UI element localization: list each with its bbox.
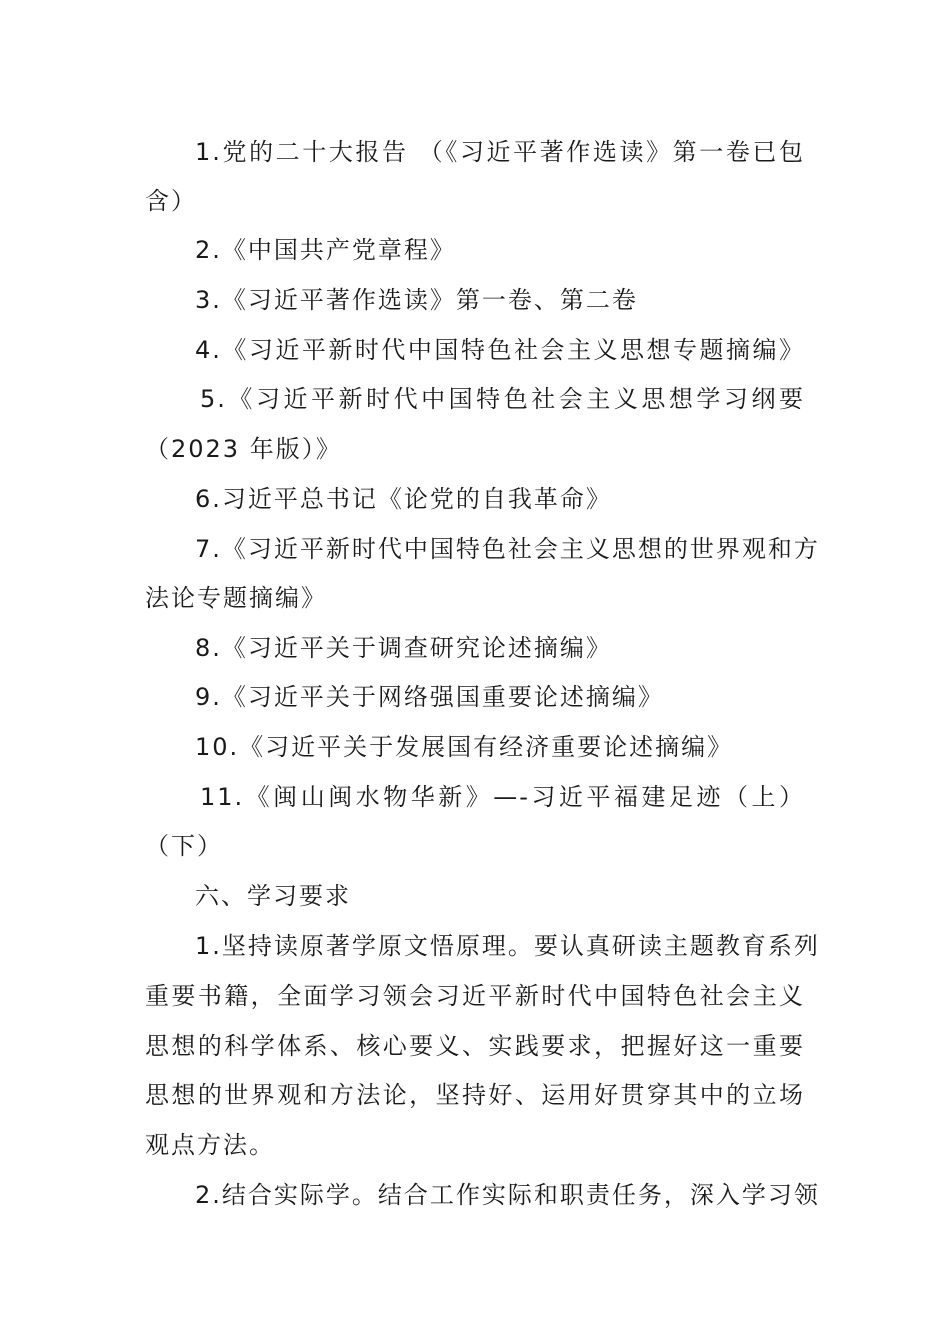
list-item-1-continuation: 含） [145,187,197,215]
paragraph-1-line-1: 1.坚持读原著学原文悟原理。要认真研读主题教育系列 [195,932,820,960]
paragraph-1-line-5: 观点方法。 [145,1131,275,1159]
list-item-6: 6.习近平总书记《论党的自我革命》 [195,485,612,513]
list-item-3: 3.《习近平著作选读》第一卷、第二卷 [195,286,638,314]
section-heading: 六、学习要求 [195,882,351,910]
list-item-4: 4.《习近平新时代中国特色社会主义思想专题摘编》 [195,336,805,364]
paragraph-1-line-4: 思想的世界观和方法论，坚持好、运用好贯穿其中的立场 [145,1081,805,1109]
list-item-11-continuation: （下） [145,832,223,860]
paragraph-1-line-3: 思想的科学体系、核心要义、实践要求，把握好这一重要 [145,1032,805,1060]
list-item-10: 10.《习近平关于发展国有经济重要论述摘编》 [195,733,734,761]
list-item-1: 1.党的二十大报告 （《习近平著作选读》第一卷已包 [195,138,805,166]
list-item-7: 7.《习近平新时代中国特色社会主义思想的世界观和方 [195,535,820,563]
list-item-5: 5.《习近平新时代中国特色社会主义思想学习纲要 [200,385,805,413]
list-item-11: 11.《闽山闽水物华新》—-习近平福建足迹（上） [200,783,805,811]
list-item-9: 9.《习近平关于网络强国重要论述摘编》 [195,683,664,711]
list-item-8: 8.《习近平关于调查研究论述摘编》 [195,634,612,662]
paragraph-2-line-1: 2.结合实际学。结合工作实际和职责任务，深入学习领 [195,1181,820,1209]
list-item-7-continuation: 法论专题摘编》 [145,584,327,612]
paragraph-1-line-2: 重要书籍，全面学习领会习近平新时代中国特色社会主义 [145,982,805,1010]
list-item-2: 2.《中国共产党章程》 [195,236,456,264]
list-item-5-continuation: （2023 年版）》 [145,435,342,463]
